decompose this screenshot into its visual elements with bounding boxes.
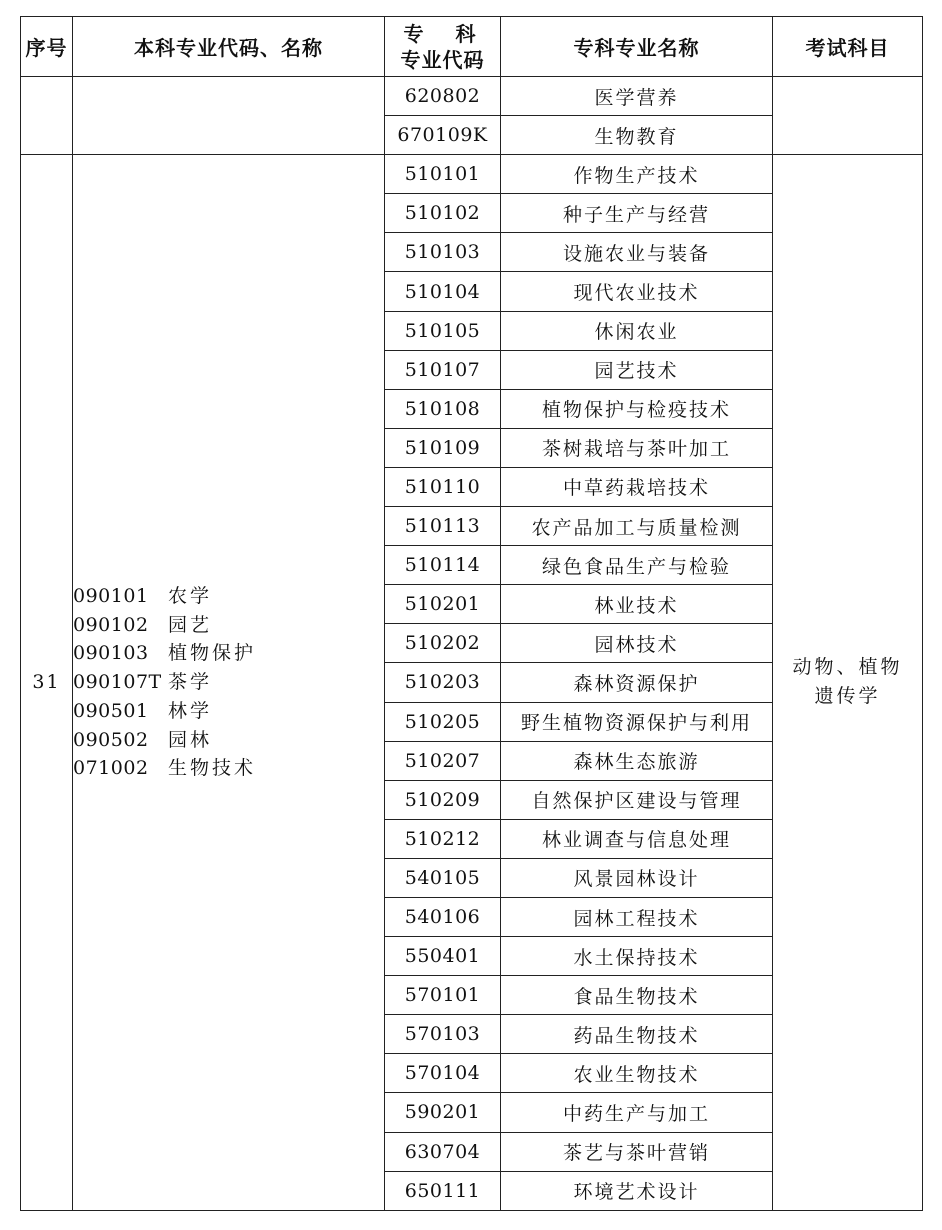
bachelor-name: 生物技术: [168, 757, 257, 780]
vocational-code-cell: 510212: [385, 819, 501, 858]
header-vocational-code-line1: 专 科: [403, 21, 482, 46]
bachelor-major: [73, 639, 384, 668]
exam-subject-line2: 遗传学: [814, 685, 881, 708]
vocational-code-cell: 510101: [385, 155, 501, 194]
header-vocational-name: 专科专业名称: [501, 17, 773, 77]
vocational-name-cell: 林业技术: [501, 585, 773, 624]
bachelor-name: 园艺: [168, 613, 213, 636]
vocational-name-cell: 休闲农业: [501, 311, 773, 350]
vocational-name-cell: 水土保持技术: [501, 937, 773, 976]
header-vocational-code: [385, 17, 501, 77]
vocational-code-cell: 510203: [385, 663, 501, 702]
vocational-code-cell: 510114: [385, 546, 501, 585]
bachelor-code: 090102: [73, 613, 149, 636]
vocational-code-cell: 510103: [385, 233, 501, 272]
vocational-code-cell: 630704: [385, 1132, 501, 1171]
bachelor-major: [73, 611, 384, 640]
vocational-code-cell: 590201: [385, 1093, 501, 1132]
header-bachelor: 本科专业代码、名称: [73, 17, 385, 77]
table-row: [21, 77, 923, 116]
header-vocational-code-line2: 专业代码: [400, 47, 485, 72]
vocational-name-cell: 农业生物技术: [501, 1054, 773, 1093]
seq-cell: 31: [21, 155, 73, 1211]
bachelor-code: 090502: [73, 728, 149, 751]
empty-exam-cell: [773, 77, 923, 155]
vocational-name-cell: 设施农业与装备: [501, 233, 773, 272]
exam-subject-line1: 动物、植物: [792, 656, 903, 679]
vocational-name-cell: 园林工程技术: [501, 897, 773, 936]
bachelor-code: 090501: [73, 699, 149, 722]
vocational-name-cell: 生物教育: [501, 116, 773, 155]
vocational-code-cell: 540105: [385, 858, 501, 897]
vocational-name-cell: 食品生物技术: [501, 976, 773, 1015]
vocational-name-cell: 森林资源保护: [501, 663, 773, 702]
table-row: [21, 155, 923, 194]
bachelor-name: 植物保护: [168, 642, 257, 665]
bachelor-major: [73, 668, 384, 697]
bachelor-majors-cell: [73, 155, 385, 1211]
bachelor-name: 园林: [168, 728, 213, 751]
vocational-name-cell: 农产品加工与质量检测: [501, 507, 773, 546]
bachelor-major: [73, 754, 384, 783]
header-row: [21, 17, 923, 77]
vocational-name-cell: 园艺技术: [501, 350, 773, 389]
bachelor-name: 林学: [168, 699, 213, 722]
bachelor-code: 090101: [73, 584, 149, 607]
vocational-code-cell: 510209: [385, 780, 501, 819]
vocational-name-cell: 风景园林设计: [501, 858, 773, 897]
bachelor-major: [73, 726, 384, 755]
vocational-code-cell: 540106: [385, 897, 501, 936]
vocational-code-cell: 510102: [385, 194, 501, 233]
vocational-code-cell: 510113: [385, 507, 501, 546]
vocational-name-cell: 环境艺术设计: [501, 1171, 773, 1210]
bachelor-name: 茶学: [168, 671, 213, 694]
vocational-code-cell: 510104: [385, 272, 501, 311]
exam-subject-cell: [773, 155, 923, 1211]
vocational-code-cell: 510110: [385, 467, 501, 506]
vocational-code-cell: 510202: [385, 624, 501, 663]
vocational-code-cell: 510207: [385, 741, 501, 780]
vocational-name-cell: 药品生物技术: [501, 1015, 773, 1054]
vocational-code-cell: 510201: [385, 585, 501, 624]
bachelor-code: 071002: [73, 757, 149, 780]
vocational-code-cell: 570104: [385, 1054, 501, 1093]
vocational-name-cell: 林业调查与信息处理: [501, 819, 773, 858]
vocational-code-cell: 510108: [385, 389, 501, 428]
vocational-code-cell: 650111: [385, 1171, 501, 1210]
vocational-code-cell: 570103: [385, 1015, 501, 1054]
header-exam-subject: 考试科目: [773, 17, 923, 77]
vocational-code-cell: 620802: [385, 77, 501, 116]
vocational-name-cell: 茶艺与茶叶营销: [501, 1132, 773, 1171]
vocational-name-cell: 野生植物资源保护与利用: [501, 702, 773, 741]
vocational-code-cell: 510105: [385, 311, 501, 350]
bachelor-code: 090103: [73, 642, 149, 665]
vocational-name-cell: 园林技术: [501, 624, 773, 663]
vocational-name-cell: 植物保护与检疫技术: [501, 389, 773, 428]
vocational-name-cell: 中草药栽培技术: [501, 467, 773, 506]
vocational-name-cell: 种子生产与经营: [501, 194, 773, 233]
vocational-code-cell: 510109: [385, 428, 501, 467]
vocational-name-cell: 医学营养: [501, 77, 773, 116]
bachelor-major: [73, 697, 384, 726]
bachelor-code: 090107T: [73, 671, 162, 694]
bachelor-name: 农学: [168, 584, 213, 607]
vocational-name-cell: 作物生产技术: [501, 155, 773, 194]
empty-seq-cell: [21, 77, 73, 155]
vocational-name-cell: 绿色食品生产与检验: [501, 546, 773, 585]
vocational-code-cell: 570101: [385, 976, 501, 1015]
header-seq: 序号: [21, 17, 73, 77]
bachelor-major: [73, 582, 384, 611]
vocational-name-cell: 中药生产与加工: [501, 1093, 773, 1132]
major-table: [20, 16, 923, 1211]
vocational-code-cell: 510107: [385, 350, 501, 389]
vocational-code-cell: 550401: [385, 937, 501, 976]
empty-bachelor-cell: [73, 77, 385, 155]
vocational-code-cell: 510205: [385, 702, 501, 741]
vocational-code-cell: 670109K: [385, 116, 501, 155]
vocational-name-cell: 茶树栽培与茶叶加工: [501, 428, 773, 467]
vocational-name-cell: 自然保护区建设与管理: [501, 780, 773, 819]
vocational-name-cell: 森林生态旅游: [501, 741, 773, 780]
vocational-name-cell: 现代农业技术: [501, 272, 773, 311]
